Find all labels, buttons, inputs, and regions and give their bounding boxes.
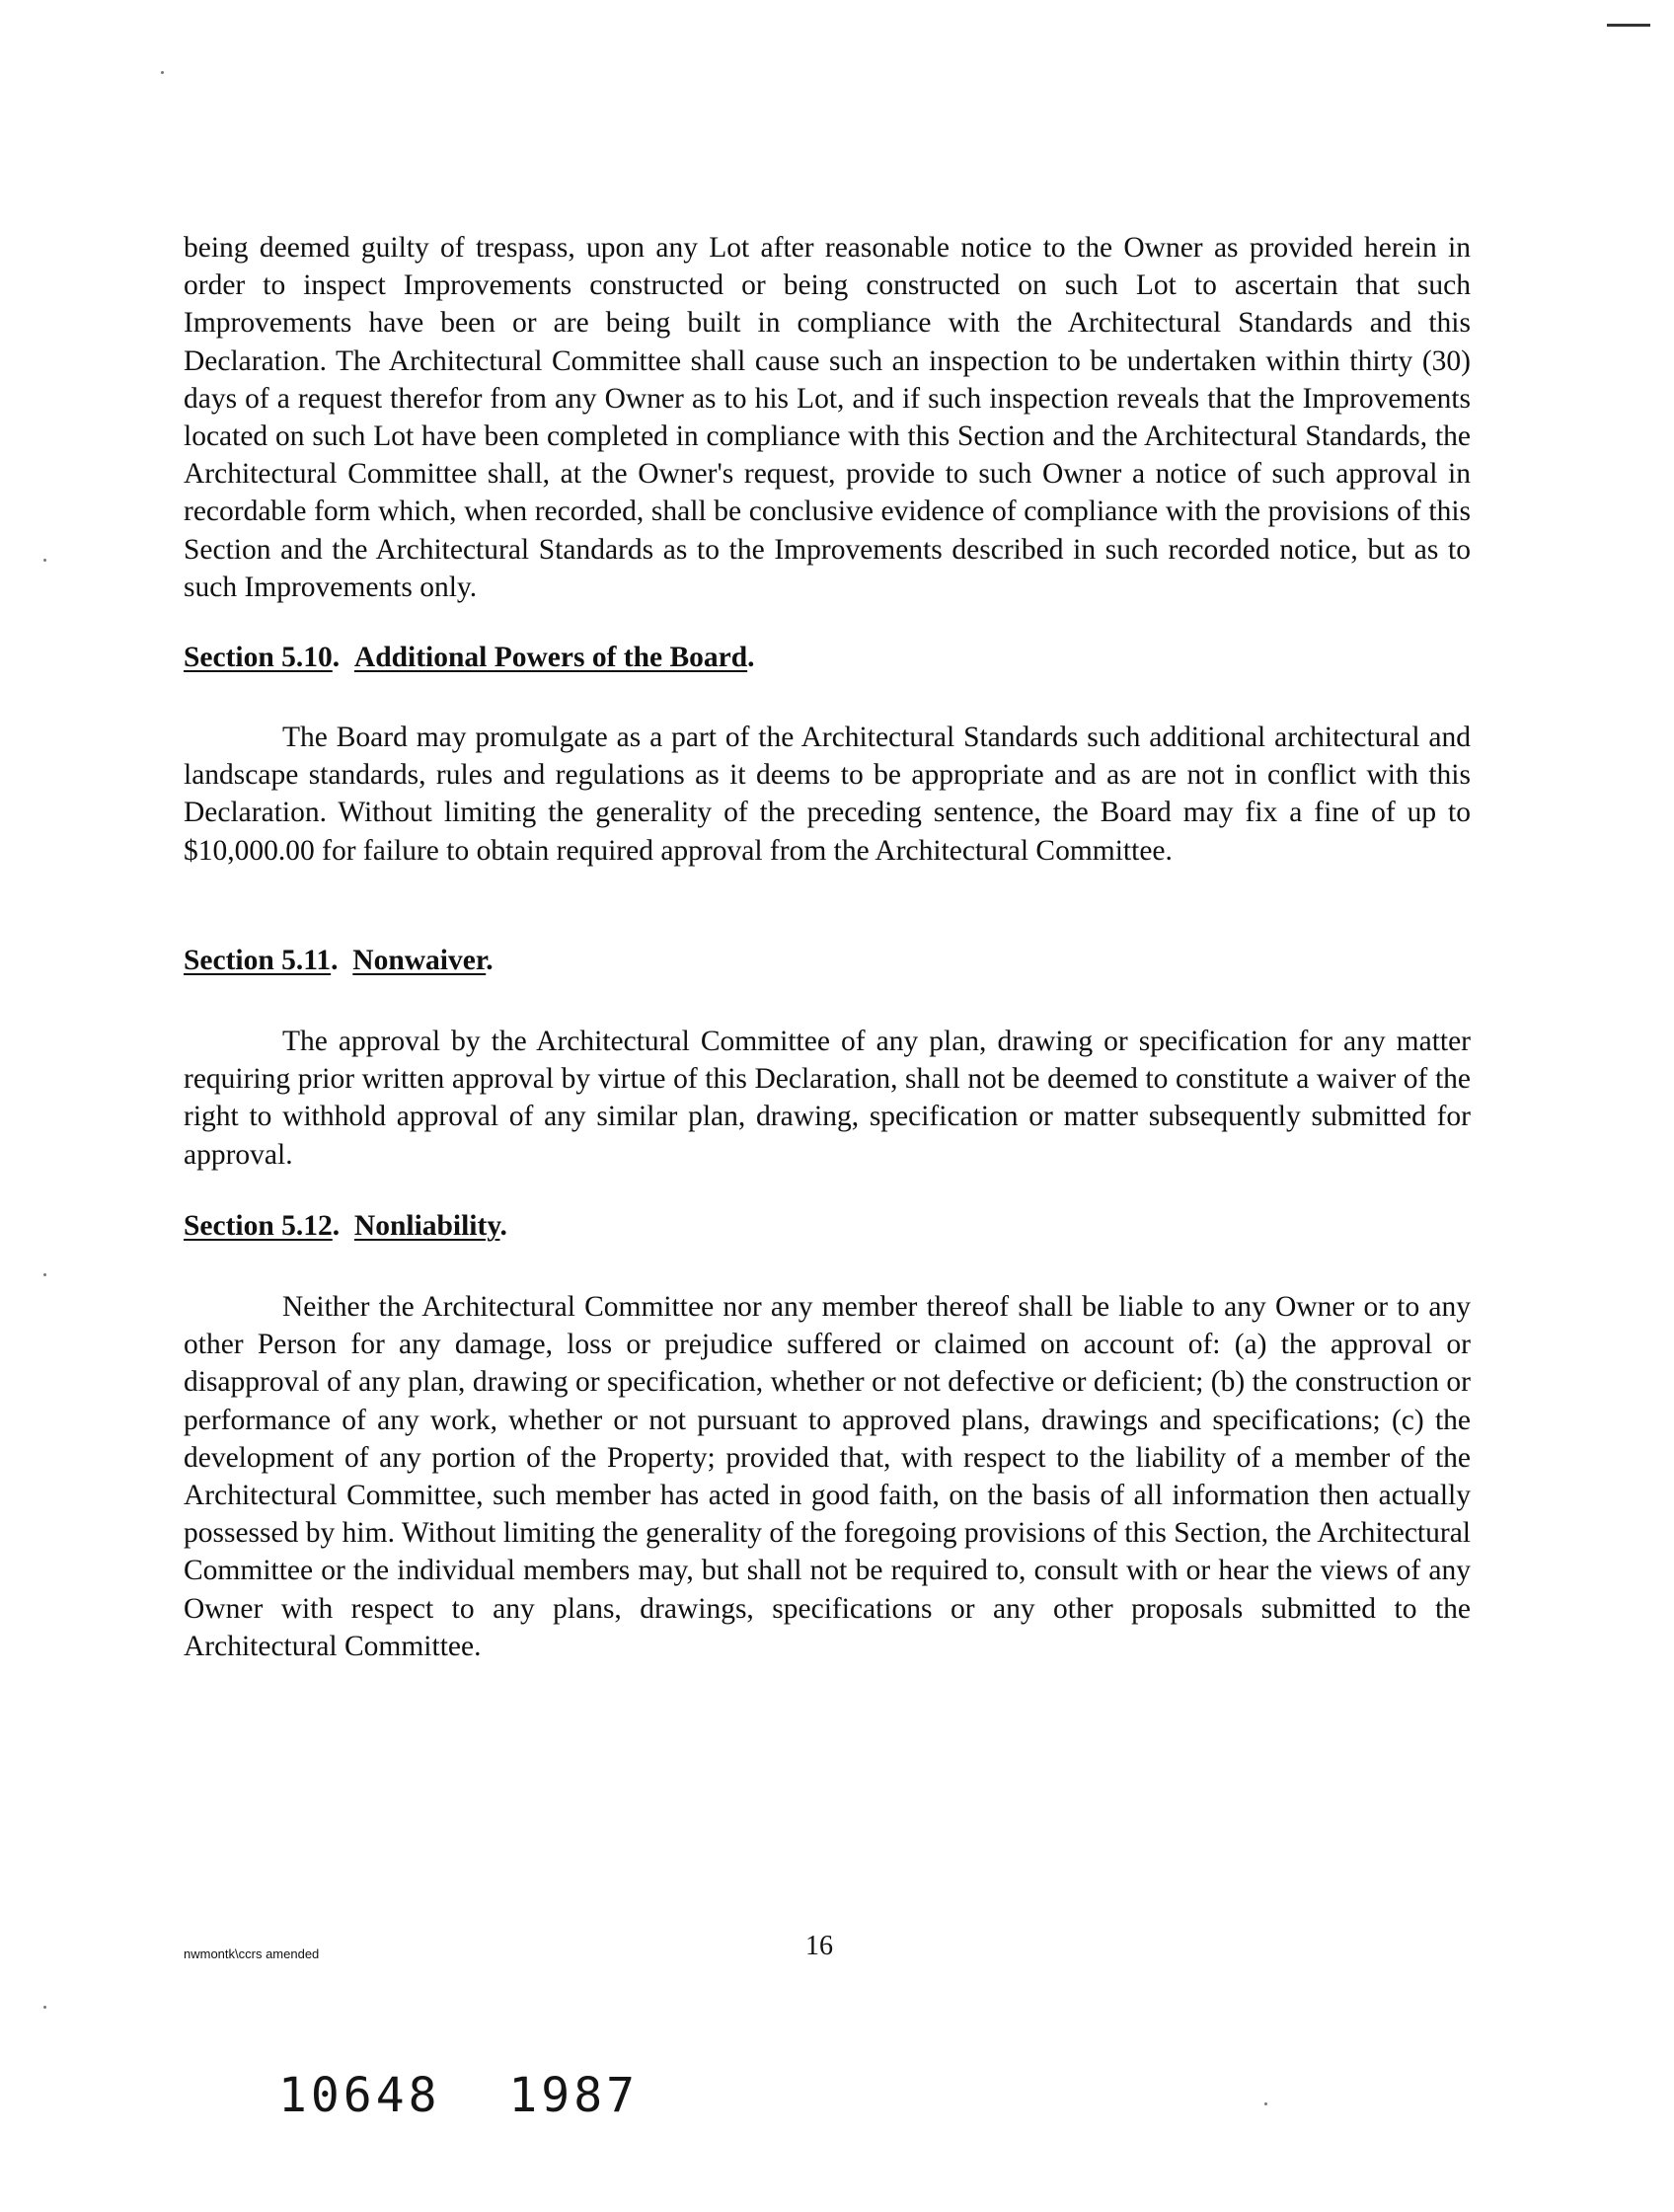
scan-speck — [43, 1273, 46, 1276]
section-5-10-heading: Section 5.10. Additional Powers of the Board. — [184, 642, 755, 673]
section-5-10-body: The Board may promulgate as a part of the Architectural Standards such additional architectural and landscape standards, rules and regulations as it deems to be appropriate and as are not in conflict with this Declaration. Without limiting the generality of the preceding sentence, the Board may fix a fine of up to $10,000.00 for failure to obtain required approval from the Architectural Committee. — [184, 722, 1471, 867]
section-title: Additional Powers of the Board — [353, 642, 748, 673]
continued-paragraph: being deemed guilty of trespass, upon any Lot after reasonable notice to the Owner as provided herein in order to inspect Improvements constructed or being constructed on such Lot to ascertain that such Improvements have been or are being built in compliance with the Architectural Standards and this Declaration. The Architectural Committee shall cause such an inspection to be undertaken within thirty (30) days of a request therefor from any Owner as to his Lot, and if such inspection reveals that the Improvements located on such Lot have been completed in compliance with this Section and the Architectural Standards, the Architectural Committee shall, at the Owner's request, provide to such Owner a notice of such approval in recordable form which, when recorded, shall be conclusive evidence of compliance with the provisions of this Section and the Architectural Standards as to the Improvements described in such recorded notice, but as to such Improvements only. — [184, 232, 1471, 603]
section-number: Section 5.10 — [184, 642, 333, 673]
section-title: Nonliability — [353, 1210, 500, 1242]
page-number: 16 — [805, 1931, 833, 1961]
scan-speck — [43, 559, 46, 562]
section-5-11-heading: Section 5.11. Nonwaiver. — [184, 945, 494, 976]
section-title: Nonwaiver — [352, 945, 487, 976]
section-number: Section 5.11 — [184, 945, 332, 976]
section-5-12-heading: Section 5.12. Nonliability. — [184, 1210, 507, 1242]
scan-corner-mark — [1607, 24, 1650, 27]
section-5-11-body: The approval by the Architectural Committee of any plan, drawing or specification for any matter requiring prior written approval by virtue of this Declaration, shall not be deemed to constitute a waiver of the right to withhold approval of any similar plan, drawing, specification or matter subsequently submitted for approval. — [184, 1026, 1471, 1171]
recording-page-number: 1987 — [508, 2068, 639, 2123]
scan-speck — [161, 71, 164, 74]
scan-speck — [43, 2006, 46, 2009]
recording-stamp — [278, 2068, 639, 2123]
scan-speck — [1264, 2102, 1267, 2105]
section-5-12-body: Neither the Architectural Committee nor any member thereof shall be liable to any Owner or to any other Person for any damage, loss or prejudice suffered or claimed on account of: (a) the approval or disapproval of any plan, drawing or specification, whether or not defective or deficient; (b) the construction or performance of any work, whether or not pursuant to approved plans, drawings and specifications; (c) the development of any portion of the Property; provided that, with respect to the liability of a member of the Architectural Committee, such member has acted in good faith, on the basis of all information then actually possessed by him. Without limiting the generality of the foregoing provisions of this Section, the Architectural Committee or the individual members may, but shall not be required to, consult with or hear the views of any Owner with respect to any plans, drawings, specifications or any other proposals submitted to the Architectural Committee. — [184, 1291, 1471, 1662]
section-number: Section 5.12 — [184, 1210, 333, 1242]
footer-file-reference: nwmontk\ccrs amended — [184, 1946, 320, 1961]
recording-book-number: 10648 — [278, 2068, 441, 2123]
